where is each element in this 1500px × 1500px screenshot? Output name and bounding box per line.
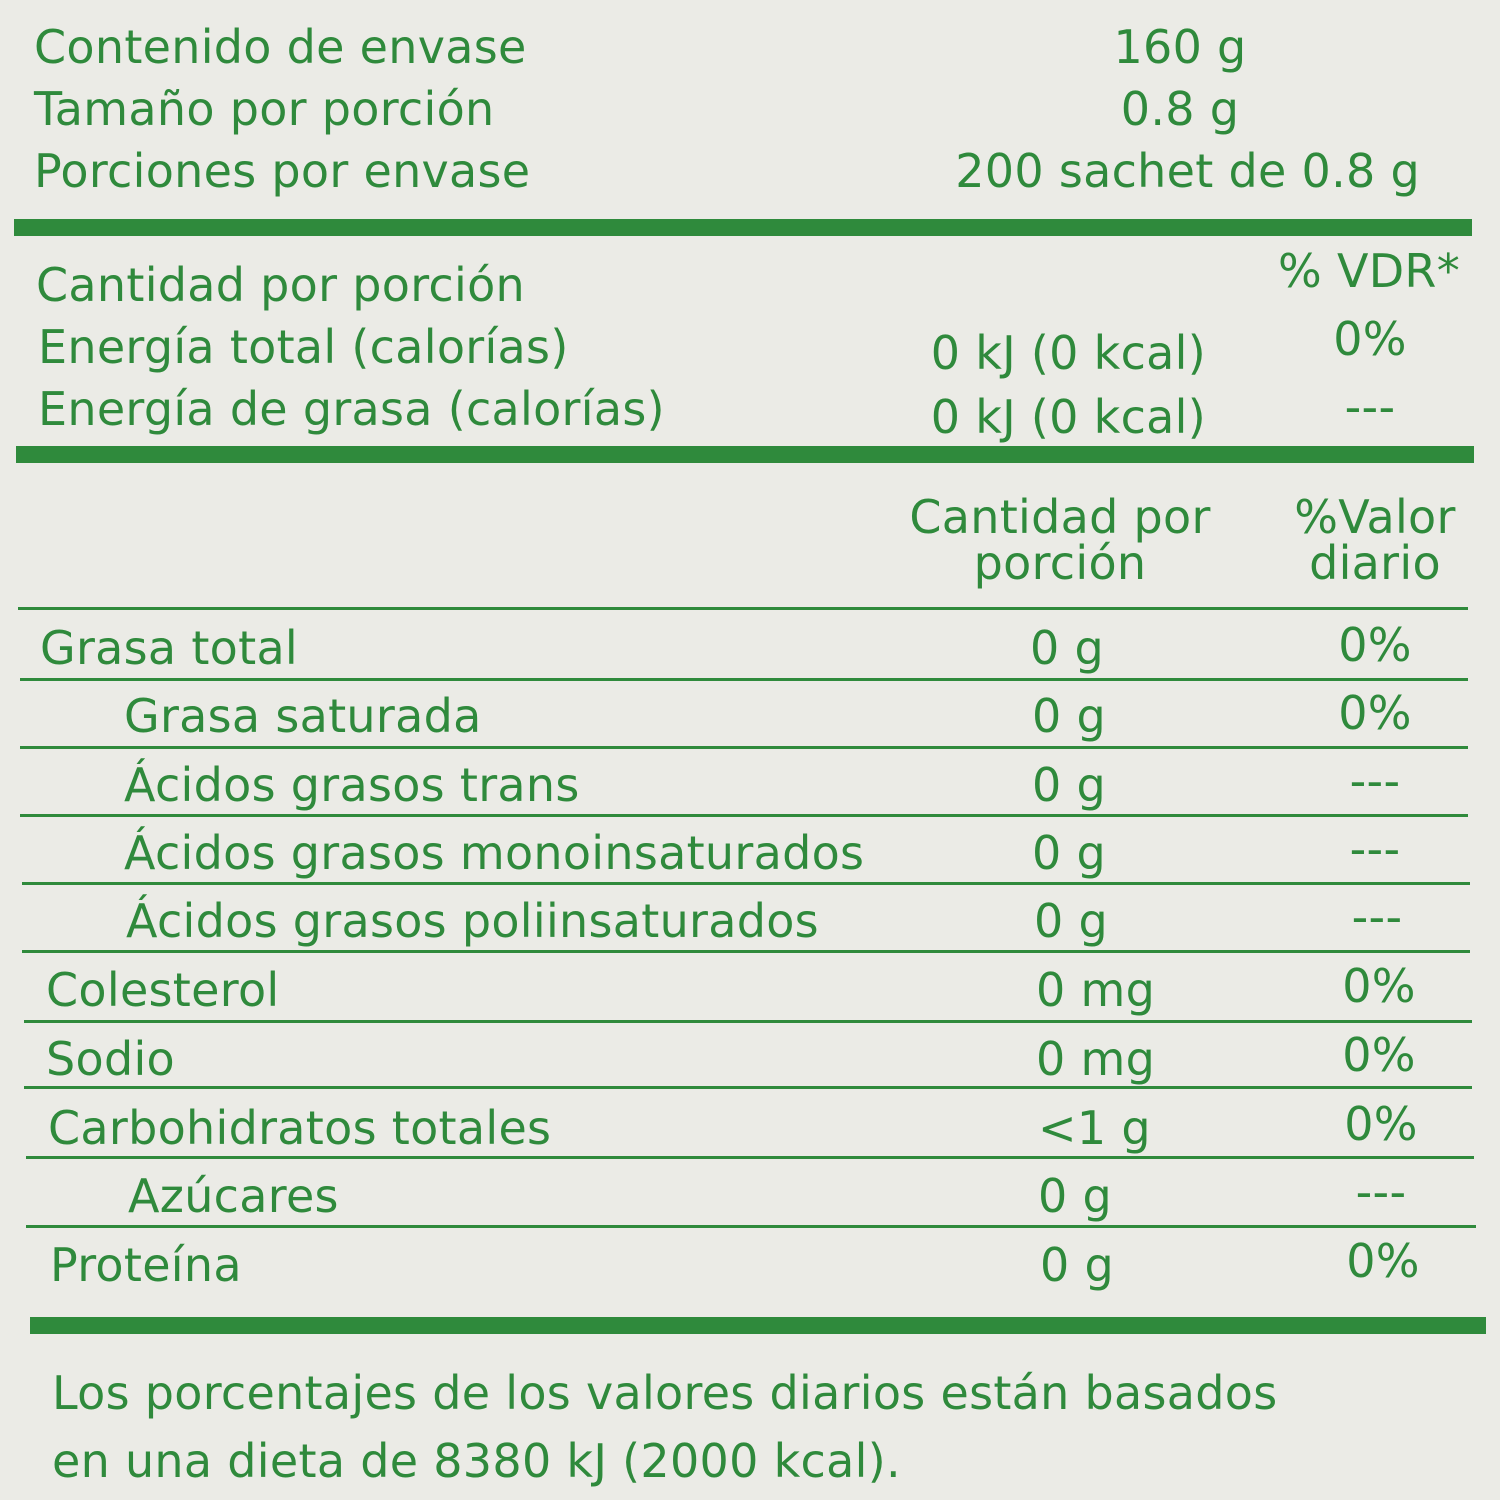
nutrient-daily: 0% bbox=[1342, 959, 1416, 1013]
divider-thin bbox=[24, 1020, 1472, 1023]
vdr-header: % VDR* bbox=[1278, 244, 1460, 298]
divider-thin bbox=[24, 1086, 1472, 1089]
nutrient-label: Carbohidratos totales bbox=[48, 1101, 552, 1155]
divider-thin bbox=[20, 814, 1468, 817]
footnote-line2: en una dieta de 8380 kJ (2000 kcal). bbox=[52, 1434, 901, 1488]
divider-thick-1 bbox=[14, 219, 1472, 236]
nutrient-amount: 0 mg bbox=[1036, 1032, 1156, 1086]
nutrient-label: Grasa saturada bbox=[124, 689, 482, 743]
energy-total-label: Energía total (calorías) bbox=[38, 320, 569, 374]
energy-fat-vdr: --- bbox=[1344, 380, 1396, 434]
nutrient-amount: 0 g bbox=[1040, 1238, 1114, 1292]
header-label-serving-size: Tamaño por porción bbox=[34, 82, 495, 136]
nutrient-label: Colesterol bbox=[46, 963, 280, 1017]
divider-thin bbox=[20, 678, 1468, 681]
nutrient-label: Sodio bbox=[46, 1032, 175, 1086]
nutrient-daily: --- bbox=[1351, 890, 1403, 944]
energy-section-label: Cantidad por porción bbox=[36, 258, 525, 312]
nutrient-daily: 0% bbox=[1342, 1028, 1416, 1082]
header-value-serving-size: 0.8 g bbox=[1120, 82, 1240, 136]
energy-total-vdr: 0% bbox=[1333, 312, 1407, 366]
energy-fat-value: 0 kJ (0 kcal) bbox=[930, 390, 1206, 444]
nutrient-label: Ácidos grasos poliinsaturados bbox=[126, 894, 819, 948]
energy-total-value: 0 kJ (0 kcal) bbox=[930, 326, 1206, 380]
divider-thin bbox=[26, 1225, 1476, 1228]
col-header-amount-line1: Cantidad por bbox=[909, 490, 1211, 544]
col-header-daily-line2: diario bbox=[1309, 536, 1441, 590]
nutrient-daily: 0% bbox=[1346, 1234, 1420, 1288]
nutrient-label: Proteína bbox=[50, 1238, 242, 1292]
nutrient-label: Azúcares bbox=[128, 1169, 339, 1223]
nutrient-label: Ácidos grasos monoinsaturados bbox=[124, 826, 865, 880]
header-label-servings: Porciones por envase bbox=[34, 144, 531, 198]
energy-fat-label: Energía de grasa (calorías) bbox=[38, 382, 665, 436]
nutrient-amount: 0 g bbox=[1032, 758, 1106, 812]
divider-thin bbox=[20, 746, 1468, 749]
nutrient-label: Ácidos grasos trans bbox=[124, 758, 580, 812]
divider-thick-2 bbox=[16, 446, 1474, 463]
nutrient-amount: 0 mg bbox=[1036, 963, 1156, 1017]
nutrient-label: Grasa total bbox=[40, 621, 299, 675]
col-header-daily-line1: %Valor bbox=[1294, 490, 1456, 544]
nutrient-daily: --- bbox=[1349, 754, 1401, 808]
footnote-line1: Los porcentajes de los valores diarios están basados bbox=[52, 1366, 1278, 1420]
header-value-content: 160 g bbox=[1113, 20, 1247, 74]
divider-thin bbox=[22, 882, 1470, 885]
col-header-amount-line2: porción bbox=[973, 536, 1147, 590]
nutrient-amount: 0 g bbox=[1030, 621, 1104, 675]
nutrient-daily: 0% bbox=[1338, 618, 1412, 672]
header-label-content: Contenido de envase bbox=[34, 20, 527, 74]
divider-thick-3 bbox=[30, 1317, 1486, 1334]
nutrient-amount: 0 g bbox=[1034, 894, 1108, 948]
nutrient-amount: <1 g bbox=[1038, 1101, 1151, 1155]
nutrient-amount: 0 g bbox=[1038, 1169, 1112, 1223]
divider-thin-header bbox=[18, 607, 1468, 610]
nutrient-daily: --- bbox=[1349, 822, 1401, 876]
nutrient-daily: 0% bbox=[1338, 686, 1412, 740]
nutrient-daily: 0% bbox=[1344, 1097, 1418, 1151]
header-value-servings: 200 sachet de 0.8 g bbox=[955, 144, 1420, 198]
nutrient-amount: 0 g bbox=[1032, 826, 1106, 880]
divider-thin bbox=[26, 1156, 1474, 1159]
nutrient-amount: 0 g bbox=[1032, 689, 1106, 743]
nutrient-daily: --- bbox=[1355, 1165, 1407, 1219]
divider-thin bbox=[22, 950, 1470, 953]
